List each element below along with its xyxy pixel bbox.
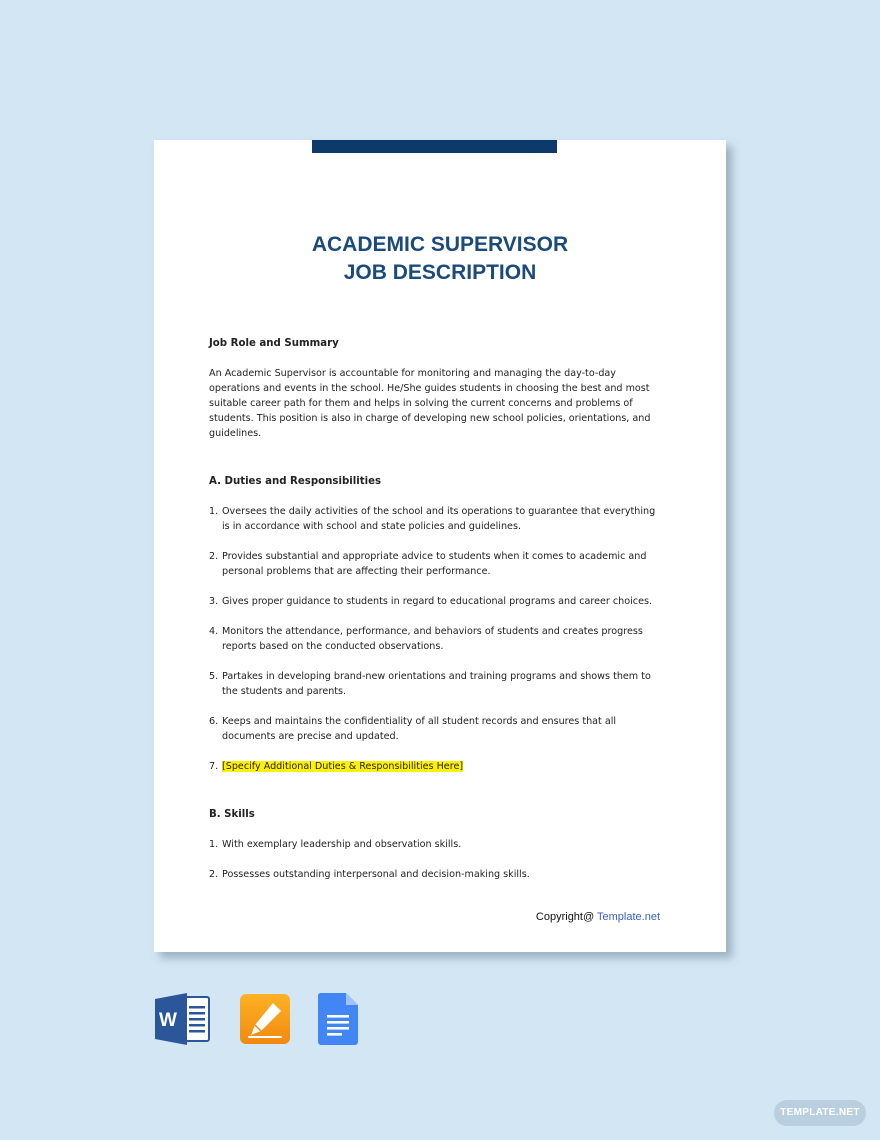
list-item: 4. Monitors the attendance, performance, and behaviors of students and creates progress reports based on the conducted observations.	[209, 626, 643, 652]
pages-icon[interactable]	[239, 993, 291, 1045]
document-title	[154, 231, 726, 287]
skills-list	[209, 837, 659, 882]
word-icon[interactable]	[155, 993, 211, 1045]
copyright-link[interactable]: Template.net	[597, 911, 660, 923]
list-item: 2. Possesses outstanding interpersonal and decision-making skills.	[209, 869, 530, 880]
header-accent-bar	[312, 140, 557, 153]
document-page	[154, 140, 726, 952]
skills-heading: B. Skills	[209, 809, 255, 820]
summary-heading: Job Role and Summary	[209, 338, 339, 349]
list-item: 6. Keeps and maintains the confidentiality of all student records and ensures that all documents are precise and updated.	[209, 716, 617, 742]
list-item-placeholder: 7. [Specify Additional Duties & Responsibilities Here]	[209, 761, 464, 772]
duties-heading: A. Duties and Responsibilities	[209, 476, 382, 487]
list-item: 5. Partakes in developing brand-new orientations and training programs and shows them to the students and parents.	[209, 671, 651, 697]
duties-list	[209, 504, 659, 774]
document-body	[209, 336, 659, 897]
google-docs-icon[interactable]	[318, 993, 358, 1045]
template-net-badge[interactable]: TEMPLATE.NET	[774, 1100, 866, 1126]
highlighted-placeholder: [Specify Additional Duties & Responsibilities Here]	[222, 761, 464, 772]
title-line-2: JOB DESCRIPTION	[343, 261, 537, 284]
list-item: 2. Provides substantial and appropriate advice to students when it comes to academic and personal problems that are affecting their performance.	[209, 551, 647, 577]
copyright-label: Copyright@	[535, 911, 595, 923]
list-item: 3. Gives proper guidance to students in regard to educational programs and career choices.	[209, 596, 653, 607]
title-line-1: ACADEMIC SUPERVISOR	[311, 233, 569, 256]
list-item: 1. With exemplary leadership and observation skills.	[209, 839, 462, 850]
list-item: 1. Oversees the daily activities of the school and its operations to guarantee that everything is in accordance with school and state policies and guidelines.	[209, 506, 656, 532]
summary-paragraph: An Academic Supervisor is accountable for monitoring and managing the day-to-day operations and events in the school. He/She guides students in choosing the best and most suitable career path for them and helps in solving the current concerns and problems of students. This position is also in charge of developing new school policies, orientations, and guidelines.	[209, 368, 651, 439]
copyright-line	[536, 911, 660, 923]
word-icon-letter: W	[159, 1010, 177, 1031]
